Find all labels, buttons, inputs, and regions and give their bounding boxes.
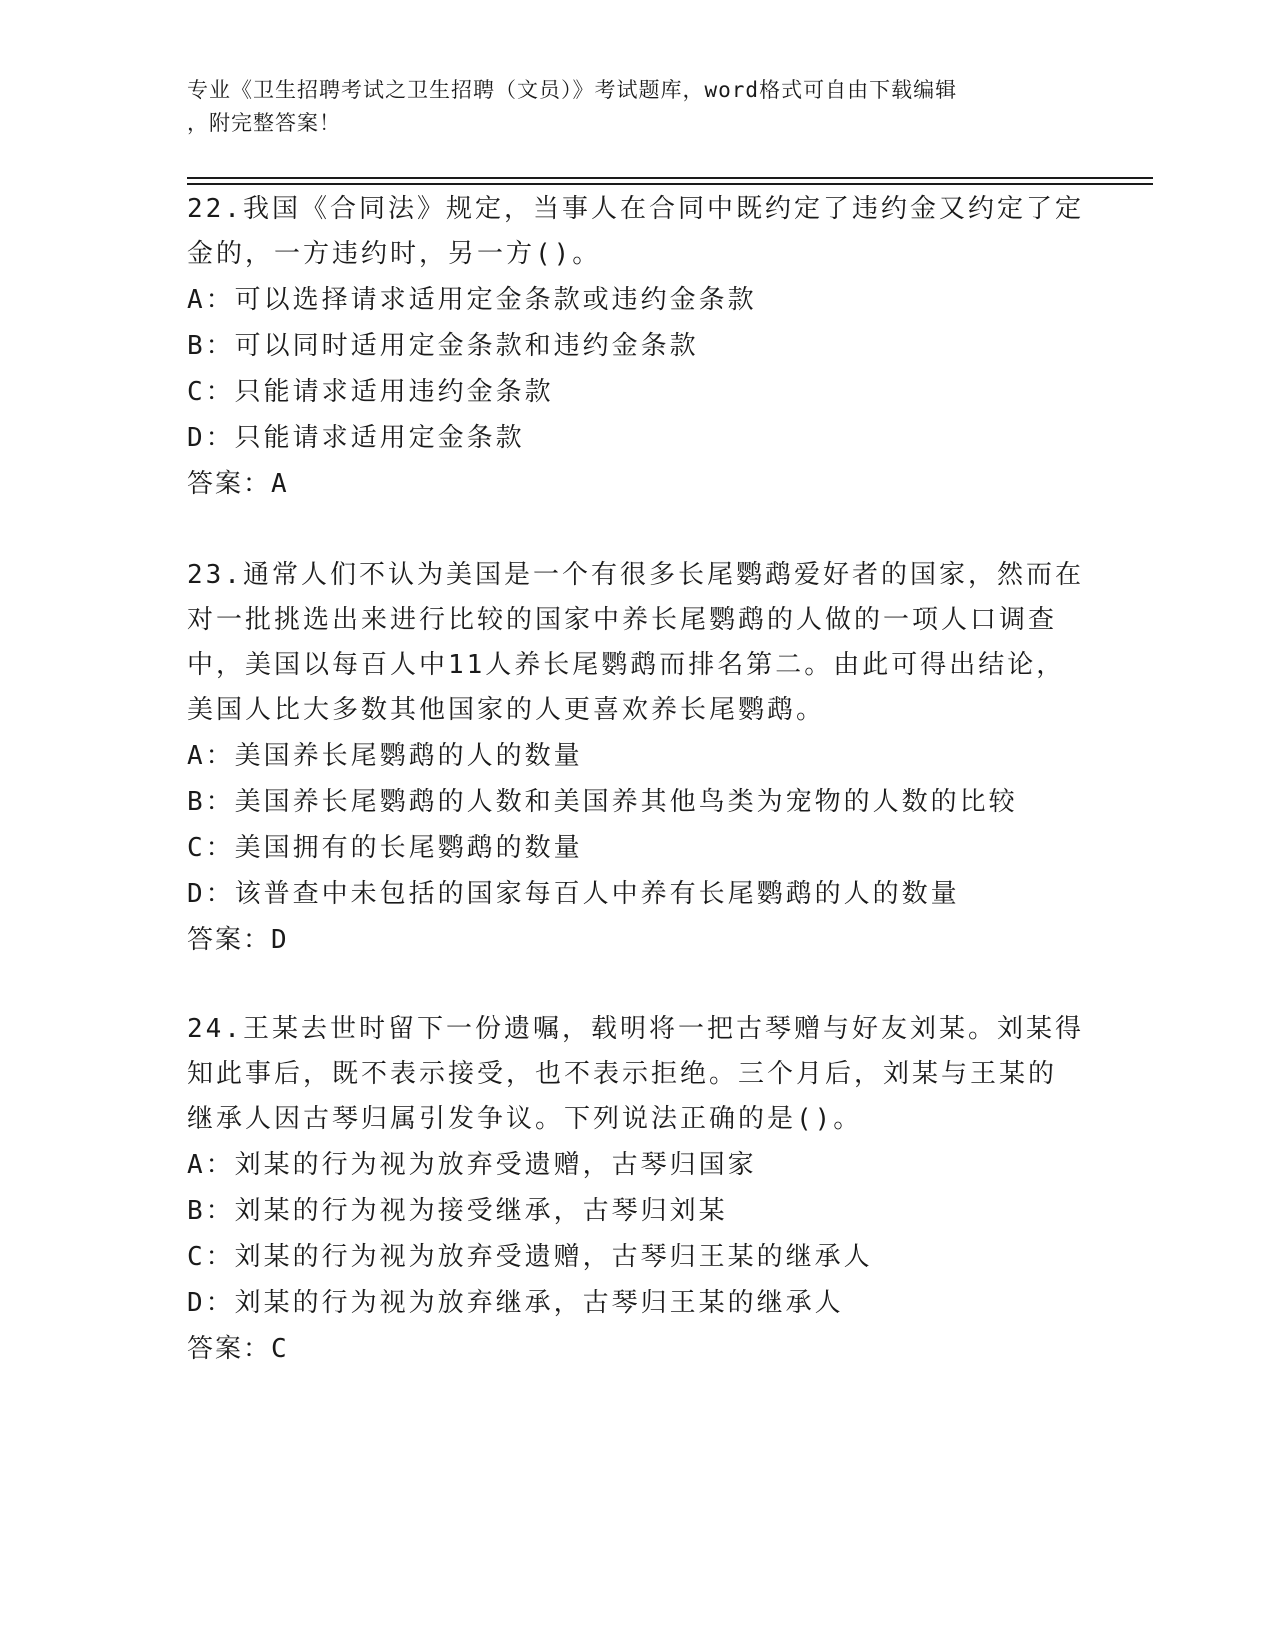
option-a: A：可以选择请求适用定金条款或违约金条款 <box>187 285 757 315</box>
header-divider-top <box>187 177 1153 179</box>
document-header <box>187 74 1067 140</box>
question-24 <box>187 1007 1087 1372</box>
option-b: B：美国养长尾鹦鹉的人数和美国养其他鸟类为宠物的人数的比较 <box>187 787 1018 817</box>
question-stem-line: 美国人比大多数其他国家的人更喜欢养长尾鹦鹉。 <box>187 695 826 725</box>
question-stem-line: 对一批挑选出来进行比较的国家中养长尾鹦鹉的人做的一项人口调查 <box>187 605 1058 635</box>
question-22 <box>187 187 1087 507</box>
option-d: D：该普查中未包括的国家每百人中养有长尾鹦鹉的人的数量 <box>187 879 960 909</box>
question-stem-line: 23.通常人们不认为美国是一个有很多长尾鹦鹉爱好者的国家，然而在 <box>187 560 1084 590</box>
header-divider-bottom <box>187 183 1153 185</box>
question-stem-line: 24.王某去世时留下一份遗嘱，载明将一把古琴赠与好友刘某。刘某得 <box>187 1014 1084 1044</box>
question-stem-line: 中，美国以每百人中11人养长尾鹦鹉而排名第二。由此可得出结论， <box>187 650 1066 680</box>
answer-line: 答案：A <box>187 469 289 499</box>
header-line-1: 专业《卫生招聘考试之卫生招聘（文员）》考试题库，word格式可自由下载编辑 <box>187 78 958 102</box>
answer-line: 答案：C <box>187 1334 289 1364</box>
header-line-2: ，附完整答案！ <box>187 111 341 135</box>
option-d: D：刘某的行为视为放弃继承，古琴归王某的继承人 <box>187 1288 844 1318</box>
option-c: C：美国拥有的长尾鹦鹉的数量 <box>187 833 583 863</box>
question-stem-line: 金的，一方违约时，另一方()。 <box>187 239 602 269</box>
question-stem-line: 知此事后，既不表示接受，也不表示拒绝。三个月后，刘某与王某的 <box>187 1059 1058 1089</box>
answer-line: 答案：D <box>187 925 289 955</box>
option-a: A：刘某的行为视为放弃受遗赠，古琴归国家 <box>187 1150 757 1180</box>
option-c: C：只能请求适用违约金条款 <box>187 377 554 407</box>
option-b: B：刘某的行为视为接受继承，古琴归刘某 <box>187 1196 728 1226</box>
question-stem-line: 22.我国《合同法》规定，当事人在合同中既约定了违约金又约定了定 <box>187 194 1084 224</box>
option-b: B：可以同时适用定金条款和违约金条款 <box>187 331 699 361</box>
option-d: D：只能请求适用定金条款 <box>187 423 525 453</box>
option-c: C：刘某的行为视为放弃受遗赠，古琴归王某的继承人 <box>187 1242 873 1272</box>
question-23 <box>187 553 1087 963</box>
question-stem-line: 继承人因古琴归属引发争议。下列说法正确的是()。 <box>187 1104 863 1134</box>
option-a: A：美国养长尾鹦鹉的人的数量 <box>187 741 583 771</box>
